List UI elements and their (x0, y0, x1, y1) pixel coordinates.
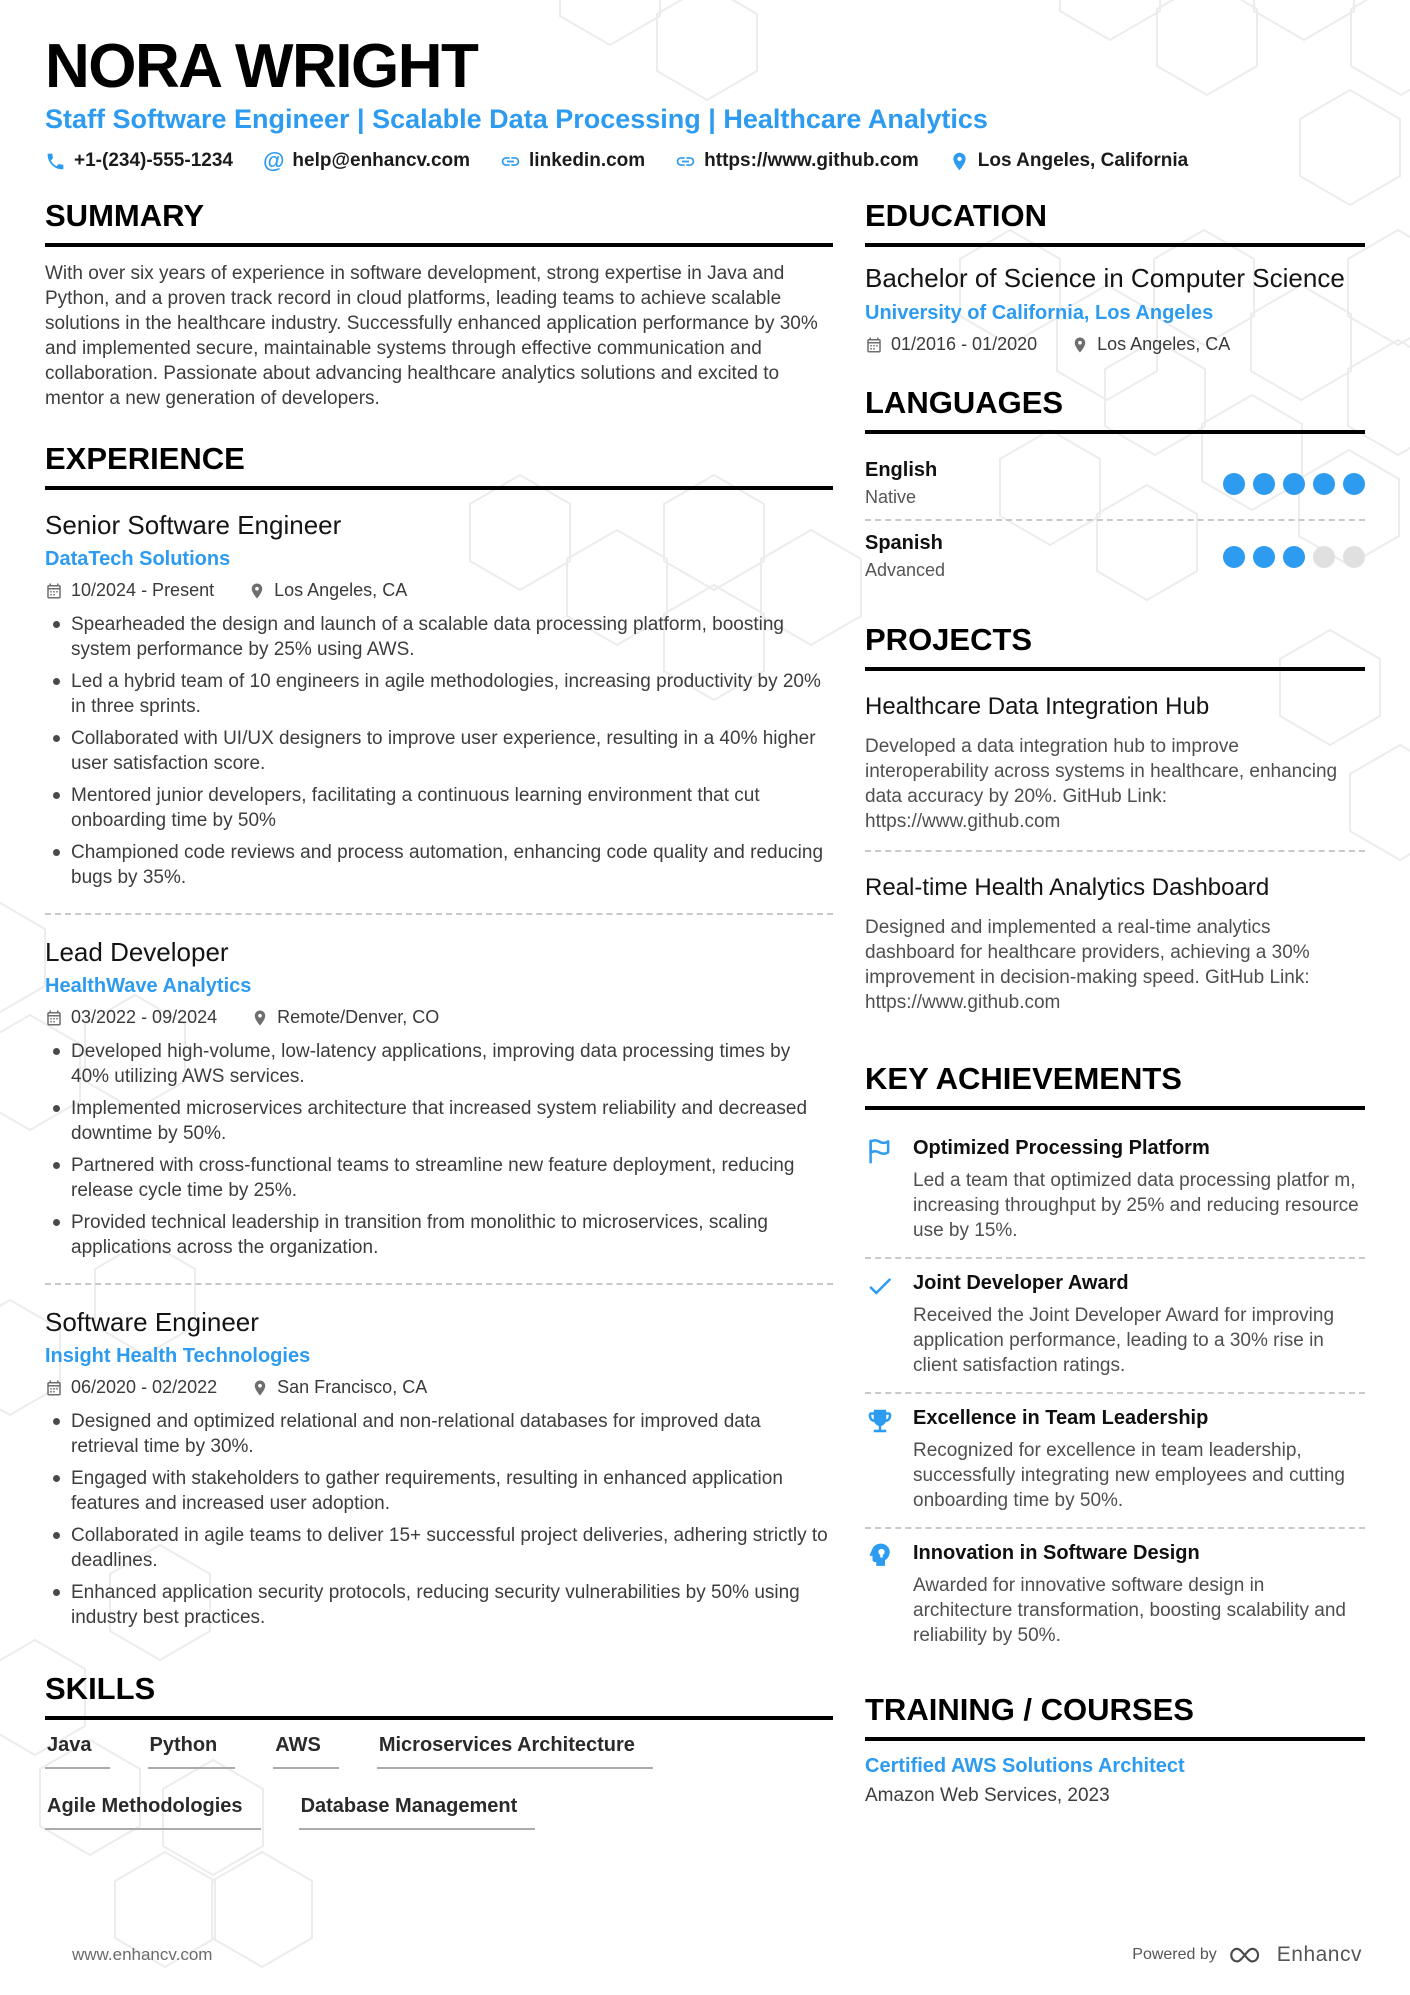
job-bullet-list (45, 612, 833, 890)
project-entry (865, 685, 1365, 852)
project-title: Real-time Health Analytics Dashboard (865, 874, 1270, 902)
powered-by-label: Powered by (1132, 1946, 1217, 1963)
location-pin-icon (251, 1009, 269, 1027)
achievements-section (865, 1061, 1365, 1662)
company-name: Insight Health Technologies (45, 1345, 311, 1368)
job-bullet: Collaborated in agile teams to deliver 15+ successful project deliveries, adhering strictly to deadlines. (45, 1523, 833, 1573)
contact-phone-text: +1-(234)-555-1234 (74, 150, 233, 172)
check-icon (865, 1271, 897, 1378)
course-provider: Amazon Web Services, 2023 (865, 1785, 1110, 1807)
achievement-description: Led a team that optimized data processing platfor m, increasing throughput by 25% and reducing resource use by 15%. (913, 1170, 1359, 1242)
languages-section (865, 385, 1365, 592)
education-location (1071, 334, 1230, 355)
level-dot-filled (1223, 546, 1245, 568)
level-dot-filled (1253, 473, 1275, 495)
skill-item: Python (148, 1734, 236, 1769)
job-bullet: Provided technical leadership in transition from monolithic to microservices, scaling applications across the organization. (45, 1210, 833, 1260)
contact-row (45, 150, 1365, 172)
contact-location[interactable] (949, 150, 1188, 172)
powered-by (1132, 1941, 1362, 1969)
company-name: HealthWave Analytics (45, 975, 252, 998)
language-name: Spanish (865, 532, 943, 555)
date-range (865, 334, 1037, 355)
date-range-text: 01/2016 - 01/2020 (891, 334, 1038, 355)
language-proficiency-dots (1223, 473, 1365, 495)
level-dot-filled (1313, 473, 1335, 495)
skill-item: Agile Methodologies (45, 1795, 261, 1830)
location-pin-icon (248, 582, 266, 600)
achievements-heading: KEY ACHIEVEMENTS (865, 1061, 1365, 1110)
achievement-description: Awarded for innovative software design in architecture transformation, boosting scalability and reliability by 50%. (913, 1575, 1347, 1647)
contact-email[interactable] (263, 150, 470, 172)
job-bullet-list (45, 1039, 833, 1260)
flag-icon (865, 1136, 897, 1243)
course-title: Certified AWS Solutions Architect (865, 1755, 1185, 1778)
job-bullet: Mentored junior developers, facilitating a continuous learning environment that cut onboarding time by 50% (45, 783, 833, 833)
job-location-text: Los Angeles, CA (274, 580, 408, 601)
projects-section (865, 622, 1365, 1031)
achievement-title: Innovation in Software Design (913, 1542, 1200, 1565)
level-dot-filled (1283, 546, 1305, 568)
company-name: DataTech Solutions (45, 548, 231, 571)
job-location (248, 580, 407, 601)
languages-heading: LANGUAGES (865, 385, 1365, 434)
job-title: Lead Developer (45, 937, 229, 968)
project-description: Developed a data integration hub to improve interoperability across systems in healthcare, enhancing data accuracy by 20%. GitHub Link: https://www.github.com (865, 736, 1338, 833)
summary-heading: SUMMARY (45, 198, 833, 247)
course-entry (865, 1755, 1365, 1807)
trophy-icon (865, 1406, 897, 1513)
job-location-text: Remote/Denver, CO (277, 1007, 440, 1028)
contact-location-text: Los Angeles, California (977, 150, 1189, 172)
link-icon (500, 151, 521, 172)
project-entry (865, 866, 1365, 1031)
achievement-title: Joint Developer Award (913, 1272, 1129, 1295)
enhancv-logo-icon (1227, 1941, 1267, 1969)
achievement-entry (865, 1259, 1365, 1394)
date-range-text: 10/2024 - Present (71, 580, 215, 601)
degree-title: Bachelor of Science in Computer Science (865, 263, 1345, 294)
education-meta (865, 334, 1365, 355)
date-range-text: 03/2022 - 09/2024 (71, 1007, 218, 1028)
location-pin-icon (251, 1379, 269, 1397)
job-bullet-list (45, 1409, 833, 1630)
job-bullet: Implemented microservices architecture that increased system reliability and decreased downtime by 50%. (45, 1096, 833, 1146)
footer-site-url: www.enhancv.com (72, 1945, 213, 1964)
language-row (865, 521, 1365, 592)
date-range-text: 06/2020 - 02/2022 (71, 1377, 218, 1398)
achievement-entry (865, 1394, 1365, 1529)
level-dot-filled (1283, 473, 1305, 495)
education-section (865, 198, 1365, 355)
calendar-icon (45, 582, 63, 600)
job-bullet: Led a hybrid team of 10 engineers in agile methodologies, increasing productivity by 20% in three sprints. (45, 669, 833, 719)
contact-github-text: https://www.github.com (704, 150, 919, 172)
language-row (865, 448, 1365, 521)
date-range (45, 1377, 217, 1398)
projects-heading: PROJECTS (865, 622, 1365, 671)
achievement-title: Excellence in Team Leadership (913, 1407, 1209, 1430)
phone-icon (45, 151, 66, 172)
skills-list (45, 1734, 833, 1830)
contact-github[interactable] (675, 150, 919, 172)
job-location (251, 1377, 427, 1398)
contact-phone[interactable] (45, 150, 233, 172)
skill-item: Java (45, 1734, 110, 1769)
achievement-description: Received the Joint Developer Award for improving application performance, leading to a 30% rise in client satisfaction ratings. (913, 1305, 1335, 1377)
school-name: University of California, Los Angeles (865, 302, 1214, 325)
location-icon (949, 151, 970, 172)
training-section (865, 1692, 1365, 1807)
language-name: English (865, 459, 938, 482)
job-bullet: Partnered with cross-functional teams to streamline new feature deployment, reducing release cycle time by 25%. (45, 1153, 833, 1203)
resume-header (0, 0, 1410, 172)
experience-entry (45, 504, 833, 915)
job-location (251, 1007, 439, 1028)
experience-heading: EXPERIENCE (45, 441, 833, 490)
contact-linkedin[interactable] (500, 150, 645, 172)
achievement-entry (865, 1529, 1365, 1662)
level-dot-filled (1343, 473, 1365, 495)
job-bullet: Championed code reviews and process automation, enhancing code quality and reducing bugs by 35%. (45, 840, 833, 890)
skills-heading: SKILLS (45, 1671, 833, 1720)
job-bullet: Engaged with stakeholders to gather requirements, resulting in enhanced application features and increased user adoption. (45, 1466, 833, 1516)
training-heading: TRAINING / COURSES (865, 1692, 1365, 1741)
contact-email-text: help@enhancv.com (292, 150, 471, 172)
achievement-entry (865, 1124, 1365, 1259)
location-pin-icon (1071, 336, 1089, 354)
skills-section (45, 1671, 833, 1830)
calendar-icon (45, 1379, 63, 1397)
job-bullet: Developed high-volume, low-latency applications, improving data processing times by 40% utilizing AWS services. (45, 1039, 833, 1089)
job-title: Software Engineer (45, 1307, 259, 1338)
calendar-icon (865, 336, 883, 354)
language-level: Native (865, 487, 917, 508)
page-footer (72, 1941, 1362, 1969)
candidate-name: NORA WRIGHT (45, 32, 478, 101)
date-range (45, 1007, 217, 1028)
calendar-icon (45, 1009, 63, 1027)
link-icon (675, 151, 696, 172)
job-meta (45, 1377, 833, 1398)
candidate-title: Staff Software Engineer | Scalable Data Processing | Healthcare Analytics (45, 104, 988, 135)
education-location-text: Los Angeles, CA (1097, 334, 1231, 355)
contact-linkedin-text: linkedin.com (529, 150, 646, 172)
level-dot-filled (1223, 473, 1245, 495)
job-location-text: San Francisco, CA (277, 1377, 428, 1398)
date-range (45, 580, 214, 601)
enhancv-brand-name: Enhancv (1276, 1943, 1362, 1966)
skill-item: Database Management (299, 1795, 536, 1830)
skill-item: AWS (273, 1734, 339, 1769)
level-dot-empty (1343, 546, 1365, 568)
summary-text: With over six years of experience in software development, strong expertise in Java and Python, and a proven track record in cloud platforms, leading teams to achieve scalable solutions in the healthcare industry. Successfully enhanced application performance by 30% and implemented secure, maintainable systems through effective communication and collaboration. Passionate about advancing healthcare analytics solutions and excited to mentor a new generation of developers. (45, 263, 818, 410)
language-level: Advanced (865, 560, 946, 581)
experience-section (45, 441, 833, 1641)
project-title: Healthcare Data Integration Hub (865, 693, 1210, 721)
job-bullet: Enhanced application security protocols, reducing security vulnerabilities by 50% using industry best practices. (45, 1580, 833, 1630)
summary-section (45, 198, 833, 411)
education-heading: EDUCATION (865, 198, 1365, 247)
project-description: Designed and implemented a real-time analytics dashboard for healthcare providers, achieving a 30% improvement in decision-making speed. GitHub Link: https://www.github.com (865, 917, 1310, 1014)
job-title: Senior Software Engineer (45, 510, 342, 541)
at-icon: @ (262, 148, 285, 174)
level-dot-empty (1313, 546, 1335, 568)
job-meta (45, 1007, 833, 1028)
job-bullet: Spearheaded the design and launch of a scalable data processing platform, boosting system performance by 25% using AWS. (45, 612, 833, 662)
achievement-description: Recognized for excellence in team leadership, successfully integrating new employees and cutting onboarding time by 50%. (913, 1440, 1345, 1512)
achievement-title: Optimized Processing Platform (913, 1137, 1210, 1160)
job-bullet: Designed and optimized relational and non-relational databases for improved data retrieval time by 30%. (45, 1409, 833, 1459)
experience-entry (45, 931, 833, 1285)
skill-item: Microservices Architecture (377, 1734, 653, 1769)
level-dot-filled (1253, 546, 1275, 568)
job-bullet: Collaborated with UI/UX designers to improve user experience, resulting in a 40% higher user satisfaction score. (45, 726, 833, 776)
innovation-icon (865, 1541, 897, 1648)
language-proficiency-dots (1223, 546, 1365, 568)
experience-entry (45, 1301, 833, 1641)
job-meta (45, 580, 833, 601)
